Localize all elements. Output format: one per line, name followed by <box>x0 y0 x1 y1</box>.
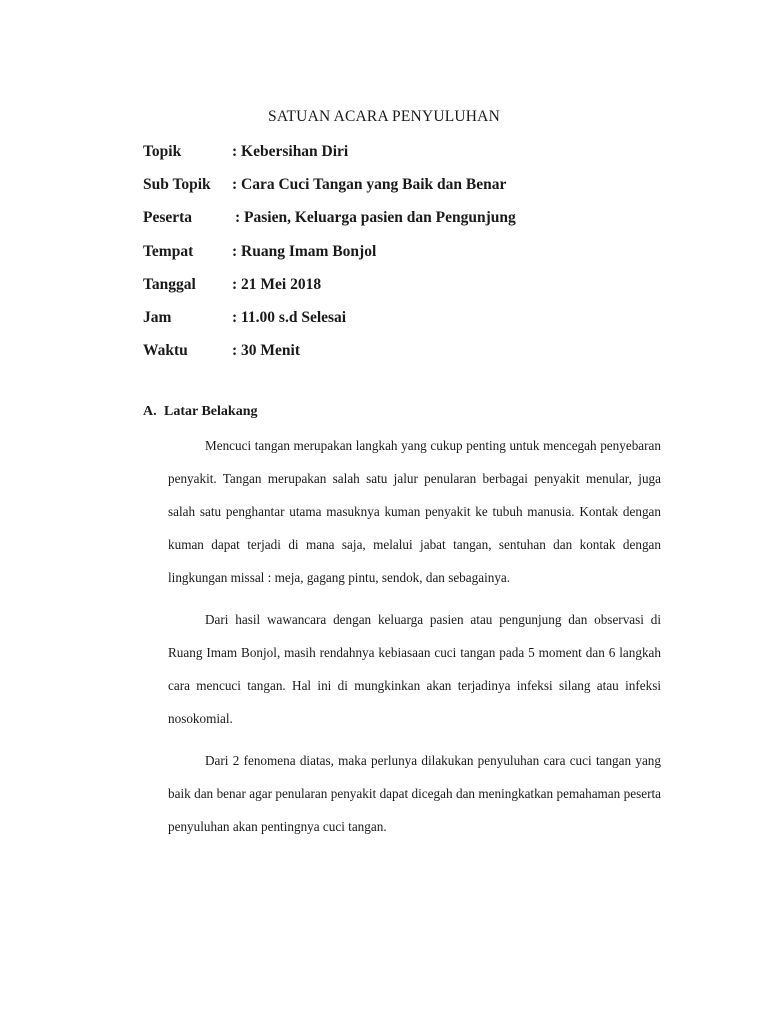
meta-row-peserta <box>143 207 663 240</box>
meta-label: Tanggal <box>143 275 196 293</box>
meta-row-jam <box>143 307 663 340</box>
meta-table <box>143 141 663 373</box>
section-title: Latar Belakang <box>164 404 258 419</box>
meta-label: Peserta <box>143 209 193 227</box>
paragraph: Mencuci tangan merupakan langkah yang cukup penting untuk mencegah penyebaran penyakit. Tangan merupakan salah satu jalur penularan berbagai penyakit menular, juga salah satu penghantar utama masuknya kuman penyakit ke tubuh manusia. Kontak dengan kuman dapat terjadi di mana saja, melalui jabat tangan, sentuhan dan kontak dengan lingkungan missal : meja, gagang pintu, sendok, dan sebagainya. <box>168 438 661 585</box>
meta-value: : Ruang Imam Bonjol <box>232 242 377 260</box>
meta-row-waktu <box>143 340 663 373</box>
meta-label: Topik <box>143 143 182 160</box>
meta-label: Jam <box>143 308 172 326</box>
meta-row-tanggal <box>143 274 663 307</box>
meta-row-sub-topik <box>143 174 663 207</box>
meta-value: : Cara Cuci Tangan yang Baik dan Benar <box>232 176 507 194</box>
section-letter: A. <box>143 404 157 419</box>
meta-value: : Kebersihan Diri <box>232 143 349 160</box>
meta-row-tempat <box>143 241 663 274</box>
meta-row-topik <box>143 141 663 174</box>
meta-value: : 11.00 s.d Selesai <box>232 308 347 326</box>
meta-value: : Pasien, Keluarga pasien dan Pengunjung <box>235 209 516 227</box>
meta-label: Sub Topik <box>143 176 211 194</box>
meta-label: Tempat <box>143 242 194 260</box>
meta-label: Waktu <box>143 342 188 360</box>
paragraph: Dari 2 fenomena diatas, maka perlunya dilakukan penyuluhan cara cuci tangan yang baik dan benar agar penularan penyakit dapat dicegah dan meningkatkan pemahaman peserta penyuluhan akan pentingnya cuci tangan. <box>168 753 661 834</box>
meta-value: : 30 Menit <box>232 342 301 360</box>
paragraph: Dari hasil wawancara dengan keluarga pasien atau pengunjung dan observasi di Ruang Imam Bonjol, masih rendahnya kebiasaan cuci tangan pada 5 moment dan 6 langkah cara mencuci tangan. Hal ini di mungkinkan akan terjadinya infeksi silang atau infeksi nosokomial. <box>168 612 661 726</box>
document-title: SATUAN ACARA PENYULUHAN <box>268 108 500 125</box>
section-heading <box>143 404 257 420</box>
meta-value: : 21 Mei 2018 <box>232 275 322 293</box>
